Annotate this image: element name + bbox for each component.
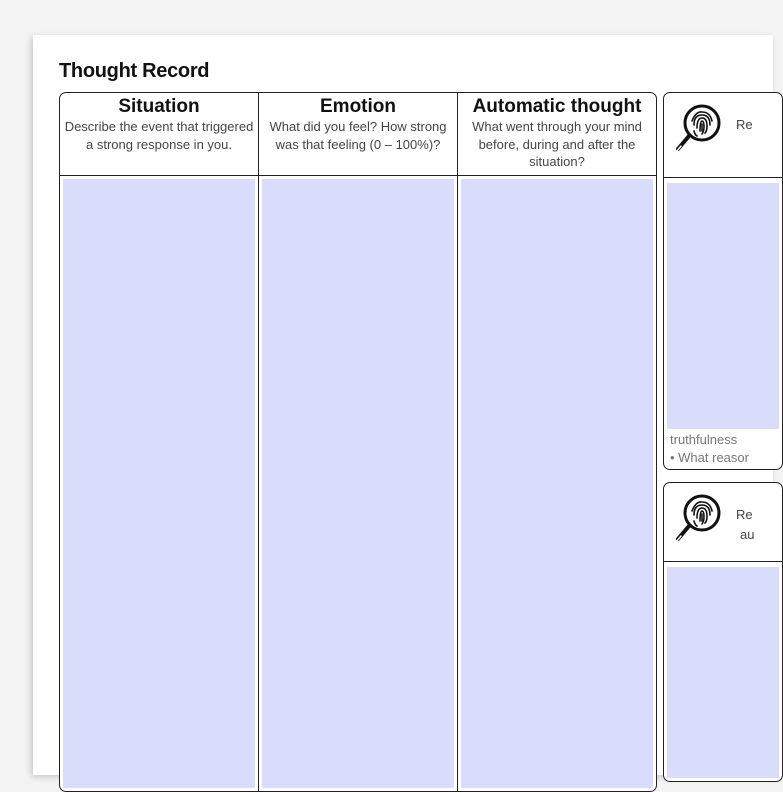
page-title: Thought Record: [59, 60, 210, 82]
column-header: [458, 93, 656, 176]
reframe-entry-area[interactable]: [667, 567, 779, 778]
thought-record-table: [59, 92, 657, 792]
column-description: What did you feel? How strong was that feeling (0 – 100%)?: [269, 119, 447, 152]
column-emotion: [259, 93, 458, 791]
magnifier-fingerprint-icon: [672, 101, 724, 157]
side-card-evidence: [663, 92, 783, 470]
card-label-line2: au: [740, 527, 755, 542]
card-header: [664, 483, 782, 562]
magnifier-fingerprint-icon: [672, 491, 724, 547]
column-situation: [60, 93, 259, 791]
card-notes: [670, 431, 749, 466]
entry-fill: [63, 179, 255, 788]
card-header: [664, 93, 782, 178]
column-header: [259, 93, 457, 176]
column-title: Automatic thought: [472, 96, 642, 117]
card-note-line: truthfulness: [670, 432, 738, 447]
entry-fill: [262, 179, 454, 788]
automatic-thought-entry-area[interactable]: [458, 176, 656, 791]
column-title: Emotion: [320, 96, 396, 117]
evidence-entry-area[interactable]: [667, 183, 779, 429]
emotion-entry-area[interactable]: [259, 176, 457, 791]
situation-entry-area[interactable]: [60, 176, 258, 791]
column-header: [60, 93, 258, 176]
column-description: What went through your mind before, during and after the situation?: [472, 119, 642, 169]
card-note-line: • What reasor: [670, 449, 749, 465]
card-label: Re: [736, 117, 753, 132]
column-description: Describe the event that triggered a strong response in you.: [64, 119, 254, 152]
entry-fill: [461, 179, 653, 788]
side-card-reframe: [663, 482, 783, 782]
card-label: Re: [736, 507, 753, 522]
column-automatic-thought: [458, 93, 656, 791]
column-title: Situation: [118, 96, 200, 117]
